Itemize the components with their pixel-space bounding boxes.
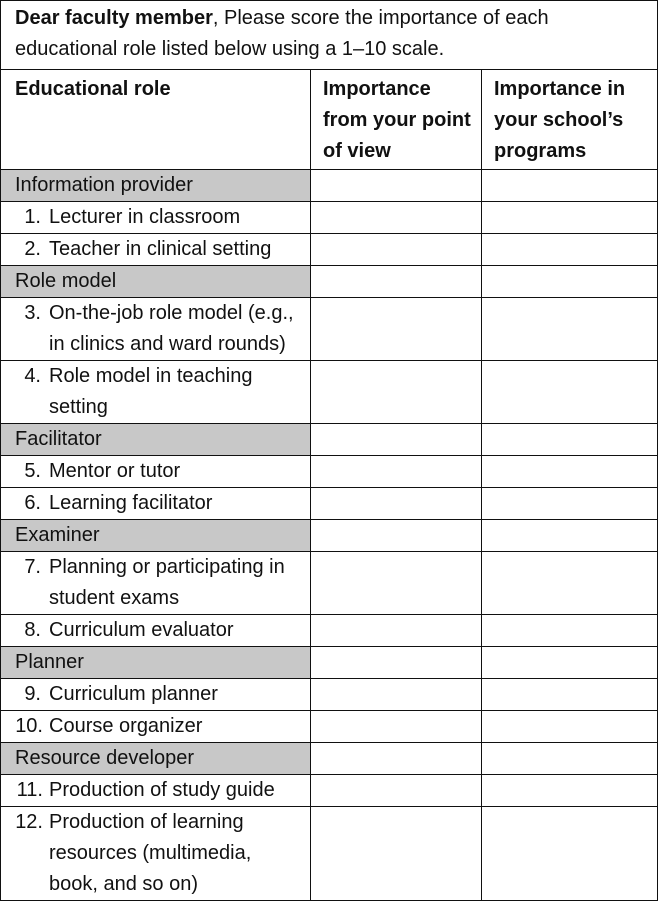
score-cell-school-programs[interactable] <box>482 170 658 202</box>
category-row <box>1 266 658 298</box>
category-title: Facilitator <box>1 424 311 456</box>
category-title: Information provider <box>1 170 311 202</box>
role-item-row <box>1 552 658 615</box>
score-cell-your-view[interactable] <box>311 679 482 711</box>
role-item-number: 10. <box>15 715 43 737</box>
role-item-text: Curriculum evaluator <box>49 619 234 641</box>
score-cell-your-view[interactable] <box>311 202 482 234</box>
score-cell-your-view[interactable] <box>311 266 482 298</box>
score-cell-school-programs[interactable] <box>482 424 658 456</box>
score-cell-school-programs[interactable] <box>482 711 658 743</box>
score-cell-school-programs[interactable] <box>482 807 658 901</box>
score-cell-your-view[interactable] <box>311 711 482 743</box>
role-item-row <box>1 711 658 743</box>
role-item-number: 4. <box>24 365 41 387</box>
role-item-row <box>1 488 658 520</box>
role-item-text: Role model in teaching setting <box>49 365 253 418</box>
score-cell-your-view[interactable] <box>311 488 482 520</box>
score-cell-school-programs[interactable] <box>482 234 658 266</box>
score-cell-school-programs[interactable] <box>482 202 658 234</box>
header-educational-role: Educational role <box>1 70 311 170</box>
role-item-number: 8. <box>24 619 41 641</box>
score-cell-your-view[interactable] <box>311 775 482 807</box>
role-item-number: 2. <box>24 238 41 260</box>
score-cell-your-view[interactable] <box>311 647 482 679</box>
role-item-number: 5. <box>24 460 41 482</box>
role-item-number: 9. <box>24 683 41 705</box>
role-item-number: 12. <box>15 811 43 833</box>
category-row <box>1 170 658 202</box>
role-item-number: 11. <box>16 779 43 801</box>
role-item <box>1 456 311 488</box>
intro-instruction: , Please score the importance of each educational role listed below using a 1–10 scale. <box>15 7 549 60</box>
role-item <box>1 615 311 647</box>
score-cell-school-programs[interactable] <box>482 679 658 711</box>
role-item-text: Production of study guide <box>49 779 275 801</box>
category-row <box>1 743 658 775</box>
score-cell-your-view[interactable] <box>311 615 482 647</box>
role-item <box>1 234 311 266</box>
score-cell-school-programs[interactable] <box>482 298 658 361</box>
role-item-number: 3. <box>24 302 41 324</box>
role-item-row <box>1 807 658 901</box>
role-item <box>1 361 311 424</box>
role-item <box>1 298 311 361</box>
category-row <box>1 424 658 456</box>
role-item-text: Learning facilitator <box>49 492 213 514</box>
score-cell-school-programs[interactable] <box>482 647 658 679</box>
intro-row <box>1 1 658 70</box>
score-cell-school-programs[interactable] <box>482 743 658 775</box>
header-importance-school-programs: Importance in your school’s programs <box>482 70 658 170</box>
score-cell-school-programs[interactable] <box>482 488 658 520</box>
role-item <box>1 552 311 615</box>
category-title: Examiner <box>1 520 311 552</box>
score-cell-school-programs[interactable] <box>482 520 658 552</box>
score-cell-school-programs[interactable] <box>482 552 658 615</box>
score-cell-your-view[interactable] <box>311 552 482 615</box>
score-cell-your-view[interactable] <box>311 234 482 266</box>
score-cell-school-programs[interactable] <box>482 615 658 647</box>
category-title: Planner <box>1 647 311 679</box>
role-item <box>1 679 311 711</box>
role-item-row <box>1 679 658 711</box>
role-item <box>1 775 311 807</box>
score-cell-your-view[interactable] <box>311 361 482 424</box>
score-cell-your-view[interactable] <box>311 298 482 361</box>
role-item-row <box>1 202 658 234</box>
score-cell-your-view[interactable] <box>311 456 482 488</box>
role-item-number: 7. <box>24 556 41 578</box>
score-cell-school-programs[interactable] <box>482 266 658 298</box>
role-item <box>1 711 311 743</box>
role-item-text: On-the-job role model (e.g., in clinics and ward rounds) <box>49 302 294 355</box>
role-item-text: Teacher in clinical setting <box>49 238 272 260</box>
role-item-text: Lecturer in classroom <box>49 206 241 228</box>
role-item-row <box>1 234 658 266</box>
score-cell-your-view[interactable] <box>311 520 482 552</box>
role-item-text: Planning or participating in student exams <box>49 556 285 609</box>
intro-greeting: Dear faculty member <box>15 7 213 29</box>
score-cell-school-programs[interactable] <box>482 775 658 807</box>
role-item-row <box>1 775 658 807</box>
score-cell-your-view[interactable] <box>311 743 482 775</box>
role-item-text: Curriculum planner <box>49 683 218 705</box>
score-cell-your-view[interactable] <box>311 170 482 202</box>
role-item-row <box>1 298 658 361</box>
intro-text <box>1 1 658 70</box>
role-item-row <box>1 615 658 647</box>
role-item-number: 1. <box>24 206 41 228</box>
role-item-row <box>1 456 658 488</box>
score-cell-school-programs[interactable] <box>482 361 658 424</box>
header-importance-your-view: Importance from your point of view <box>311 70 482 170</box>
role-item-text: Production of learning resources (multimedia, book, and so on) <box>49 811 252 895</box>
role-item-text: Mentor or tutor <box>49 460 181 482</box>
category-row <box>1 520 658 552</box>
score-cell-school-programs[interactable] <box>482 456 658 488</box>
role-item <box>1 202 311 234</box>
role-item-number: 6. <box>24 492 41 514</box>
score-cell-your-view[interactable] <box>311 807 482 901</box>
category-row <box>1 647 658 679</box>
score-cell-your-view[interactable] <box>311 424 482 456</box>
category-title: Resource developer <box>1 743 311 775</box>
role-item-row <box>1 361 658 424</box>
survey-table-body <box>1 1 658 901</box>
header-row <box>1 70 658 170</box>
category-title: Role model <box>1 266 311 298</box>
role-item <box>1 807 311 901</box>
role-item-text: Course organizer <box>49 715 203 737</box>
role-item <box>1 488 311 520</box>
